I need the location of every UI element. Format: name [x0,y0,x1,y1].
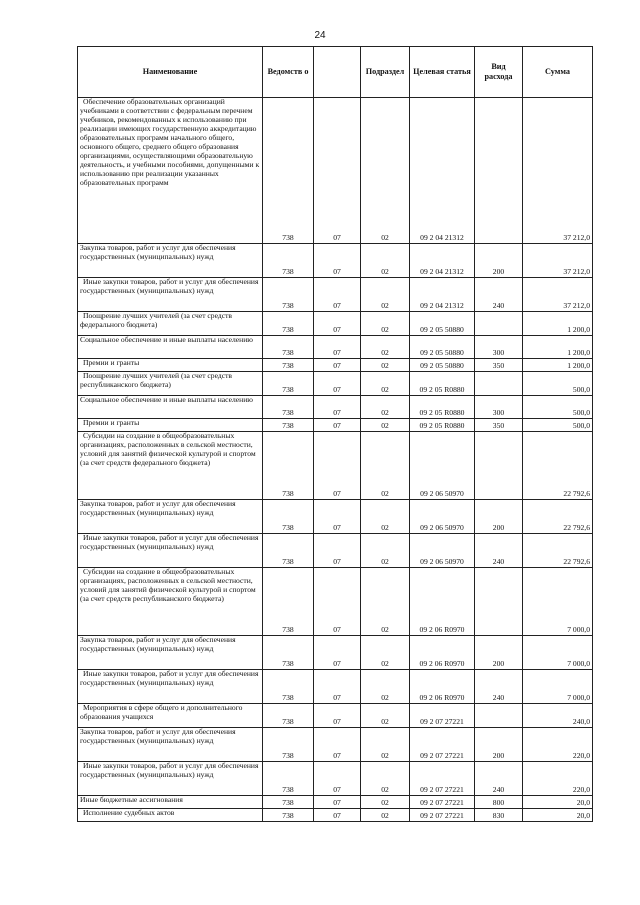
row-amount-cell: 1 200,0 [523,359,593,372]
row-section-cell: 07 [314,534,361,568]
table-row [78,796,593,809]
row-name-cell: Закупка товаров, работ и услуг для обеспечения государственных (муниципальных) нужд [78,500,263,534]
row-name-cell: Иные закупки товаров, работ и услуг для обеспечения государственных (муниципальных) нужд [78,278,263,312]
row-dept-cell: 738 [263,312,314,336]
row-section-cell: 07 [314,278,361,312]
table-row [78,809,593,822]
row-type-cell: 200 [475,728,523,762]
row-name-cell: Мероприятия в сфере общего и дополнительного образования учащихся [78,704,263,728]
row-amount-cell: 7 000,0 [523,568,593,636]
row-type-cell: 830 [475,809,523,822]
row-name-cell: Премии и гранты [78,419,263,432]
row-section-cell: 07 [314,762,361,796]
table-row [78,762,593,796]
row-subsection-cell: 02 [361,534,410,568]
row-type-cell [475,704,523,728]
row-type-cell [475,98,523,244]
row-section-cell: 07 [314,336,361,359]
table-header-row [78,47,593,98]
row-amount-cell: 20,0 [523,796,593,809]
row-section-cell: 07 [314,704,361,728]
row-section-cell: 07 [314,670,361,704]
row-section-cell: 07 [314,372,361,396]
table-row [78,728,593,762]
row-target-cell: 09 2 04 21312 [410,278,475,312]
header-type: Вид расхода [475,47,523,98]
header-target: Целевая статья [410,47,475,98]
row-section-cell: 07 [314,419,361,432]
row-section-cell: 07 [314,796,361,809]
row-dept-cell: 738 [263,534,314,568]
row-target-cell: 09 2 06 50970 [410,534,475,568]
row-subsection-cell: 02 [361,359,410,372]
row-name-cell: Субсидии на создание в общеобразовательных организациях, расположенных в сельской местности, условий для занятий физической культурой и спортом (за счет средств федерального бюджета) [78,432,263,500]
table-row [78,396,593,419]
row-type-cell: 300 [475,396,523,419]
row-amount-cell: 500,0 [523,372,593,396]
row-subsection-cell: 02 [361,396,410,419]
row-type-cell: 200 [475,244,523,278]
row-type-cell: 240 [475,278,523,312]
row-type-cell: 200 [475,500,523,534]
table-row [78,534,593,568]
row-type-cell [475,312,523,336]
row-subsection-cell: 02 [361,568,410,636]
row-dept-cell: 738 [263,98,314,244]
row-dept-cell: 738 [263,432,314,500]
header-dept: Ведомств о [263,47,314,98]
row-dept-cell: 738 [263,809,314,822]
row-section-cell: 07 [314,809,361,822]
row-type-cell: 300 [475,336,523,359]
row-name-cell: Закупка товаров, работ и услуг для обеспечения государственных (муниципальных) нужд [78,728,263,762]
table-row [78,244,593,278]
row-amount-cell: 7 000,0 [523,670,593,704]
row-section-cell: 07 [314,98,361,244]
row-amount-cell: 20,0 [523,809,593,822]
row-dept-cell: 738 [263,396,314,419]
budget-table [77,46,593,822]
row-section-cell: 07 [314,244,361,278]
row-subsection-cell: 02 [361,636,410,670]
row-name-cell: Иные закупки товаров, работ и услуг для обеспечения государственных (муниципальных) нужд [78,534,263,568]
row-section-cell: 07 [314,500,361,534]
row-subsection-cell: 02 [361,500,410,534]
row-name-cell: Исполнение судебных актов [78,809,263,822]
row-amount-cell: 1 200,0 [523,312,593,336]
row-dept-cell: 738 [263,500,314,534]
row-amount-cell: 500,0 [523,396,593,419]
row-dept-cell: 738 [263,762,314,796]
row-amount-cell: 7 000,0 [523,636,593,670]
row-dept-cell: 738 [263,728,314,762]
row-amount-cell: 220,0 [523,728,593,762]
row-dept-cell: 738 [263,704,314,728]
row-target-cell: 09 2 06 R0970 [410,636,475,670]
table-row [78,704,593,728]
row-type-cell: 800 [475,796,523,809]
row-target-cell: 09 2 04 21312 [410,98,475,244]
row-type-cell: 200 [475,636,523,670]
row-name-cell: Обеспечение образовательных организаций учебниками в соответствии с федеральным перечнем учебников, рекомендованных к использованию при реализации имеющих государственную аккредитацию образовательных программ начального общего, основного общего, среднего общего образования организациями, осуществляющими образовательную деятельность, и учебными пособиями, допущенными к использованию при реализации указанных образовательных программ [78,98,263,244]
row-type-cell: 240 [475,534,523,568]
table-row [78,670,593,704]
row-section-cell: 07 [314,396,361,419]
row-name-cell: Закупка товаров, работ и услуг для обеспечения государственных (муниципальных) нужд [78,244,263,278]
table-row [78,278,593,312]
row-dept-cell: 738 [263,568,314,636]
row-name-cell: Премии и гранты [78,359,263,372]
row-target-cell: 09 2 06 R0970 [410,568,475,636]
row-name-cell: Социальное обеспечение и иные выплаты населению [78,396,263,419]
header-name: Наименование [78,47,263,98]
row-subsection-cell: 02 [361,336,410,359]
row-amount-cell: 22 792,6 [523,500,593,534]
row-amount-cell: 37 212,0 [523,278,593,312]
row-target-cell: 09 2 04 21312 [410,244,475,278]
row-type-cell: 350 [475,419,523,432]
row-subsection-cell: 02 [361,372,410,396]
row-subsection-cell: 02 [361,312,410,336]
row-subsection-cell: 02 [361,278,410,312]
row-target-cell: 09 2 07 27221 [410,809,475,822]
row-type-cell: 240 [475,762,523,796]
row-type-cell: 240 [475,670,523,704]
row-subsection-cell: 02 [361,728,410,762]
row-section-cell: 07 [314,636,361,670]
row-name-cell: Закупка товаров, работ и услуг для обеспечения государственных (муниципальных) нужд [78,636,263,670]
row-target-cell: 09 2 05 50880 [410,336,475,359]
row-type-cell [475,432,523,500]
row-dept-cell: 738 [263,372,314,396]
row-target-cell: 09 2 05 50880 [410,312,475,336]
row-subsection-cell: 02 [361,704,410,728]
row-dept-cell: 738 [263,278,314,312]
row-name-cell: Иные закупки товаров, работ и услуг для обеспечения государственных (муниципальных) нужд [78,762,263,796]
row-dept-cell: 738 [263,636,314,670]
table-row [78,336,593,359]
table-row [78,98,593,244]
row-dept-cell: 738 [263,796,314,809]
row-amount-cell: 500,0 [523,419,593,432]
row-target-cell: 09 2 05 R0880 [410,372,475,396]
row-target-cell: 09 2 05 R0880 [410,396,475,419]
row-section-cell: 07 [314,359,361,372]
row-name-cell: Поощрение лучших учителей (за счет средств федерального бюджета) [78,312,263,336]
row-type-cell [475,372,523,396]
row-subsection-cell: 02 [361,809,410,822]
row-target-cell: 09 2 05 50880 [410,359,475,372]
row-target-cell: 09 2 07 27221 [410,728,475,762]
row-dept-cell: 738 [263,336,314,359]
row-type-cell: 350 [475,359,523,372]
row-dept-cell: 738 [263,244,314,278]
row-dept-cell: 738 [263,359,314,372]
table-row [78,372,593,396]
row-section-cell: 07 [314,568,361,636]
row-name-cell: Иные закупки товаров, работ и услуг для обеспечения государственных (муниципальных) нужд [78,670,263,704]
row-section-cell: 07 [314,312,361,336]
row-target-cell: 09 2 07 27221 [410,704,475,728]
row-subsection-cell: 02 [361,432,410,500]
row-amount-cell: 37 212,0 [523,98,593,244]
row-name-cell: Субсидии на создание в общеобразовательных организациях, расположенных в сельской местности, условий для занятий физической культурой и спортом (за счет средств республиканского бюджета) [78,568,263,636]
row-amount-cell: 22 792,6 [523,432,593,500]
header-section [314,47,361,98]
row-target-cell: 09 2 07 27221 [410,762,475,796]
table-row [78,568,593,636]
row-section-cell: 07 [314,728,361,762]
row-name-cell: Иные бюджетные ассигнования [78,796,263,809]
row-amount-cell: 220,0 [523,762,593,796]
row-target-cell: 09 2 06 50970 [410,500,475,534]
row-section-cell: 07 [314,432,361,500]
row-subsection-cell: 02 [361,419,410,432]
row-amount-cell: 240,0 [523,704,593,728]
row-dept-cell: 738 [263,670,314,704]
table-row [78,500,593,534]
table-row [78,636,593,670]
row-subsection-cell: 02 [361,670,410,704]
header-subsection: Подраздел [361,47,410,98]
page-number: 24 [314,30,326,41]
row-name-cell: Поощрение лучших учителей (за счет средств республиканского бюджета) [78,372,263,396]
row-target-cell: 09 2 06 50970 [410,432,475,500]
header-amount: Сумма [523,47,593,98]
row-subsection-cell: 02 [361,762,410,796]
table-row [78,432,593,500]
row-type-cell [475,568,523,636]
row-target-cell: 09 2 06 R0970 [410,670,475,704]
table-row [78,312,593,336]
row-subsection-cell: 02 [361,796,410,809]
row-name-cell: Социальное обеспечение и иные выплаты населению [78,336,263,359]
table-row [78,359,593,372]
row-subsection-cell: 02 [361,98,410,244]
row-amount-cell: 37 212,0 [523,244,593,278]
table-row [78,419,593,432]
row-target-cell: 09 2 07 27221 [410,796,475,809]
row-subsection-cell: 02 [361,244,410,278]
row-amount-cell: 1 200,0 [523,336,593,359]
row-amount-cell: 22 792,6 [523,534,593,568]
row-dept-cell: 738 [263,419,314,432]
row-target-cell: 09 2 05 R0880 [410,419,475,432]
